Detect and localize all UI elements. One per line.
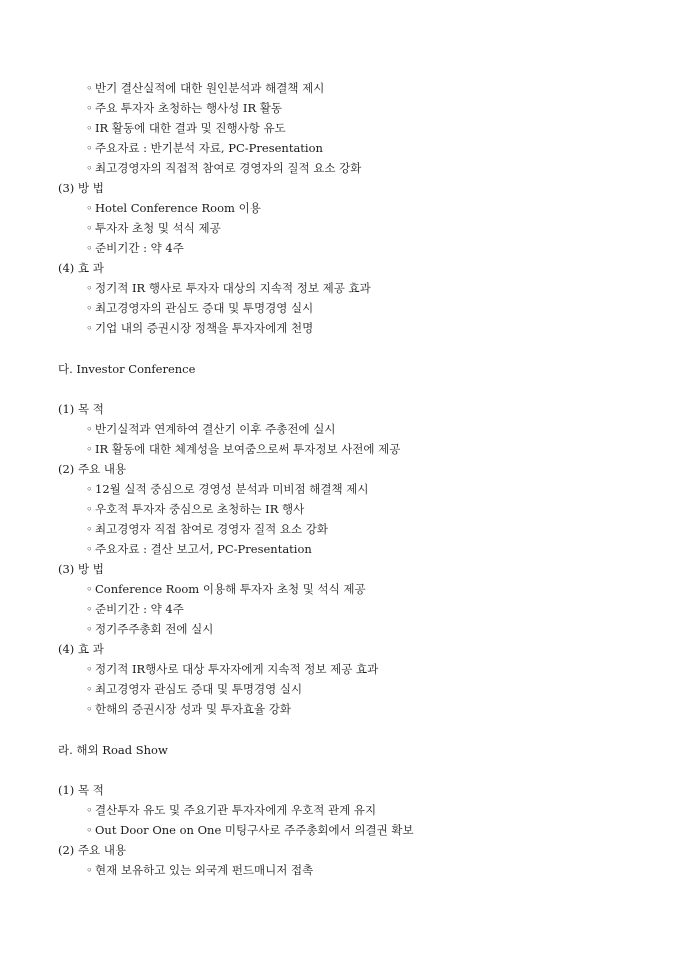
bullet-marker: ◦: [86, 141, 93, 155]
bullet-item: ◦ 반기 결산실적에 대한 원인분석과 해결책 제시: [86, 81, 325, 95]
bullet-item: ◦ 결산투자 유도 및 주요기관 투자자에게 우호적 관계 유지: [86, 803, 377, 817]
bullet-item: ◦ 현재 보유하고 있는 외국계 펀드매니저 접촉: [86, 863, 314, 877]
bullet-marker: ◦: [86, 542, 93, 556]
bullet-marker: ◦: [86, 482, 93, 496]
subheading-content: (2) 주요 내용: [58, 462, 127, 476]
bullet-item: ◦ 투자자 초청 및 석식 제공: [86, 221, 221, 235]
bullet-item: ◦ IR 활동에 대한 체계성을 보여줌으로써 투자정보 사전에 제공: [86, 442, 401, 456]
bullet-marker: ◦: [86, 241, 93, 255]
bullet-marker: ◦: [86, 281, 93, 295]
subheading-method: (3) 방 법: [58, 562, 104, 576]
subheading-purpose: (1) 목 적: [58, 783, 104, 797]
section-title-road-show: 라. 해외 Road Show: [58, 743, 168, 757]
bullet-item: ◦ 한해의 증권시장 성과 및 투자효율 강화: [86, 702, 292, 716]
bullet-item: ◦ 12월 실적 중심으로 경영성 분석과 미비점 해결책 제시: [86, 482, 369, 496]
bullet-marker: ◦: [86, 522, 93, 536]
bullet-item: ◦ 우호적 투자자 중심으로 초청하는 IR 행사: [86, 502, 305, 516]
bullet-item: ◦ 주요 투자자 초청하는 행사성 IR 활동: [86, 101, 283, 115]
bullet-marker: ◦: [86, 321, 93, 335]
bullet-marker: ◦: [86, 81, 93, 95]
bullet-marker: ◦: [86, 863, 93, 877]
bullet-marker: ◦: [86, 823, 93, 837]
bullet-item: ◦ 주요자료 : 결산 보고서, PC-Presentation: [86, 542, 312, 556]
bullet-marker: ◦: [86, 662, 93, 676]
bullet-marker: ◦: [86, 442, 93, 456]
bullet-item: ◦ 주요자료 : 반기분석 자료, PC-Presentation: [86, 141, 323, 155]
bullet-item: ◦ 정기적 IR행사로 대상 투자자에게 지속적 정보 제공 효과: [86, 662, 379, 676]
bullet-item: ◦ IR 활동에 대한 결과 및 진행사항 유도: [86, 121, 286, 135]
bullet-marker: ◦: [86, 803, 93, 817]
bullet-item: ◦ Hotel Conference Room 이용: [86, 201, 261, 215]
bullet-marker: ◦: [86, 422, 93, 436]
section-title-investor-conference: 다. Investor Conference: [58, 362, 196, 376]
subheading-method: (3) 방 법: [58, 181, 104, 195]
bullet-marker: ◦: [86, 702, 93, 716]
bullet-marker: ◦: [86, 201, 93, 215]
bullet-marker: ◦: [86, 622, 93, 636]
bullet-marker: ◦: [86, 582, 93, 596]
bullet-marker: ◦: [86, 101, 93, 115]
subheading-purpose: (1) 목 적: [58, 402, 104, 416]
bullet-marker: ◦: [86, 502, 93, 516]
subheading-content: (2) 주요 내용: [58, 843, 127, 857]
bullet-item: ◦ 최고경영자의 직접적 참여로 경영자의 질적 요소 강화: [86, 161, 362, 175]
subheading-effect: (4) 효 과: [58, 261, 104, 275]
bullet-item: ◦ Conference Room 이용해 투자자 초청 및 석식 제공: [86, 582, 366, 596]
bullet-item: ◦ 기업 내의 증권시장 정책을 투자자에게 천명: [86, 321, 314, 335]
bullet-marker: ◦: [86, 161, 93, 175]
bullet-item: ◦ 최고경영자의 관심도 증대 및 투명경영 실시: [86, 301, 314, 315]
bullet-marker: ◦: [86, 121, 93, 135]
bullet-item: ◦ 정기적 IR 행사로 투자자 대상의 지속적 정보 제공 효과: [86, 281, 371, 295]
bullet-item: ◦ 최고경영자 직접 참여로 경영자 질적 요소 강화: [86, 522, 329, 536]
bullet-item: ◦ 최고경영자 관심도 증대 및 투명경영 실시: [86, 682, 303, 696]
subheading-effect: (4) 효 과: [58, 642, 104, 656]
bullet-item: ◦ 준비기간 : 약 4주: [86, 602, 184, 616]
bullet-marker: ◦: [86, 301, 93, 315]
bullet-marker: ◦: [86, 602, 93, 616]
bullet-item: ◦ 준비기간 : 약 4주: [86, 241, 184, 255]
bullet-marker: ◦: [86, 221, 93, 235]
bullet-item: ◦ Out Door One on One 미팅구사로 주주총회에서 의결권 확보: [86, 823, 414, 837]
bullet-item: ◦ 정기주주총회 전에 실시: [86, 622, 214, 636]
bullet-marker: ◦: [86, 682, 93, 696]
bullet-item: ◦ 반기실적과 연계하여 결산기 이후 주총전에 실시: [86, 422, 336, 436]
